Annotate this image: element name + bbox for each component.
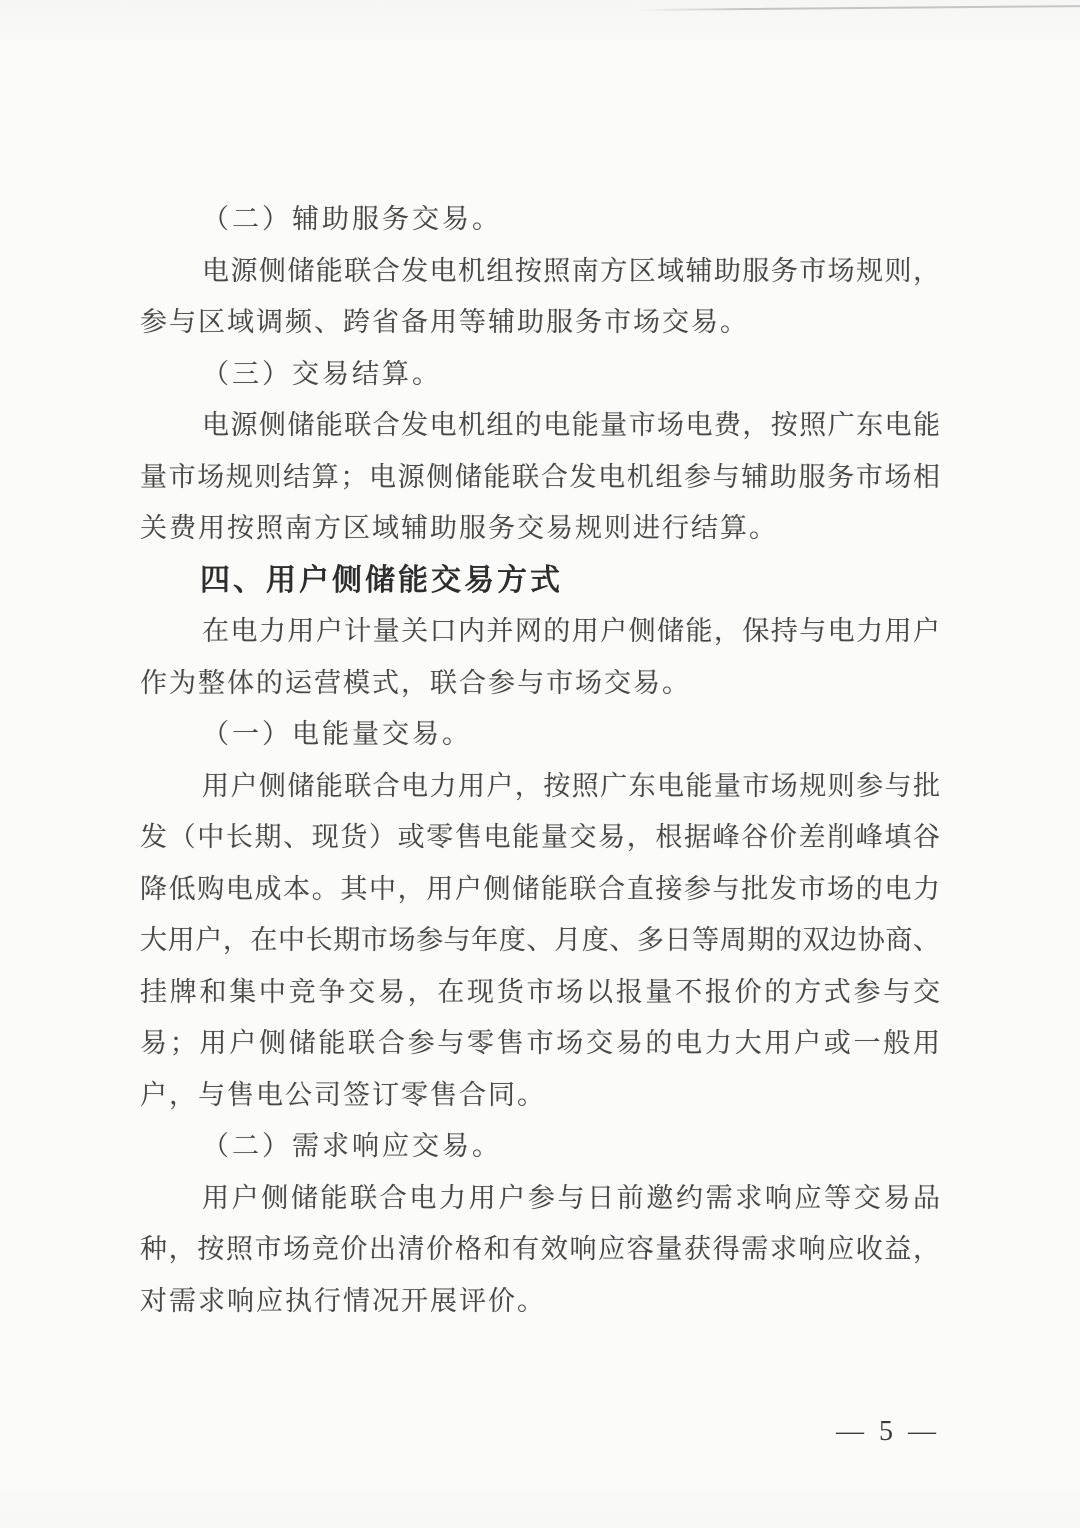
text-line: 对需求响应执行情况开展评价。: [140, 1285, 546, 1316]
text-line: 电源侧储能联合发电机组按照南方区域辅助服务市场规则，: [202, 255, 940, 286]
page-number: — 5 —: [836, 1416, 940, 1447]
document-text: [140, 194, 940, 1327]
text-line: 电源侧储能联合发电机组的电能量市场电费，按照广东电能: [202, 410, 940, 440]
text-line: 种，按照市场竞价出清价格和有效响应容量获得需求响应收益，: [140, 1234, 940, 1264]
text-line: 发（中长期、现货）或零售电能量交易，根据峰谷价差削峰填谷: [140, 822, 940, 852]
text-line: 易；用户侧储能联合参与零售市场交易的电力大用户或一般用: [140, 1028, 940, 1058]
text-line: 参与区域调频、跨省备用等辅助服务市场交易。: [140, 307, 749, 337]
text-line: 作为整体的运营模式，联合参与市场交易。: [140, 667, 691, 698]
text-line: 关费用按照南方区域辅助服务交易规则进行结算。: [140, 513, 778, 543]
text-line: 用户侧储能联合电力用户，按照广东电能量市场规则参与批: [202, 770, 940, 801]
subsection-heading: （二）辅助服务交易。: [202, 204, 502, 234]
scan-artifact-line: [636, 5, 1080, 11]
text-line: 挂牌和集中竞争交易，在现货市场以报量不报价的方式参与交: [140, 976, 940, 1007]
text-line: 用户侧储能联合电力用户参与日前邀约需求响应等交易品: [202, 1182, 940, 1213]
text-line: 大用户，在中长期市场参与年度、月度、多日等周期的双边协商、: [140, 925, 940, 955]
text-line: 降低购电成本。其中，用户侧储能联合直接参与批发市场的电力: [140, 873, 940, 904]
subsection-heading: （一）电能量交易。: [202, 719, 472, 749]
text-line: 户，与售电公司签订零售合同。: [140, 1079, 546, 1110]
subsection-heading: （三）交易结算。: [202, 358, 442, 389]
text-line: 在电力用户计量关口内并网的用户侧储能，保持与电力用户: [202, 616, 940, 646]
text-line: 量市场规则结算；电源侧储能联合发电机组参与辅助服务市场相: [140, 461, 940, 492]
subsection-heading: （二）需求响应交易。: [202, 1131, 502, 1161]
section-heading: 四、用户侧储能交易方式: [200, 562, 563, 598]
